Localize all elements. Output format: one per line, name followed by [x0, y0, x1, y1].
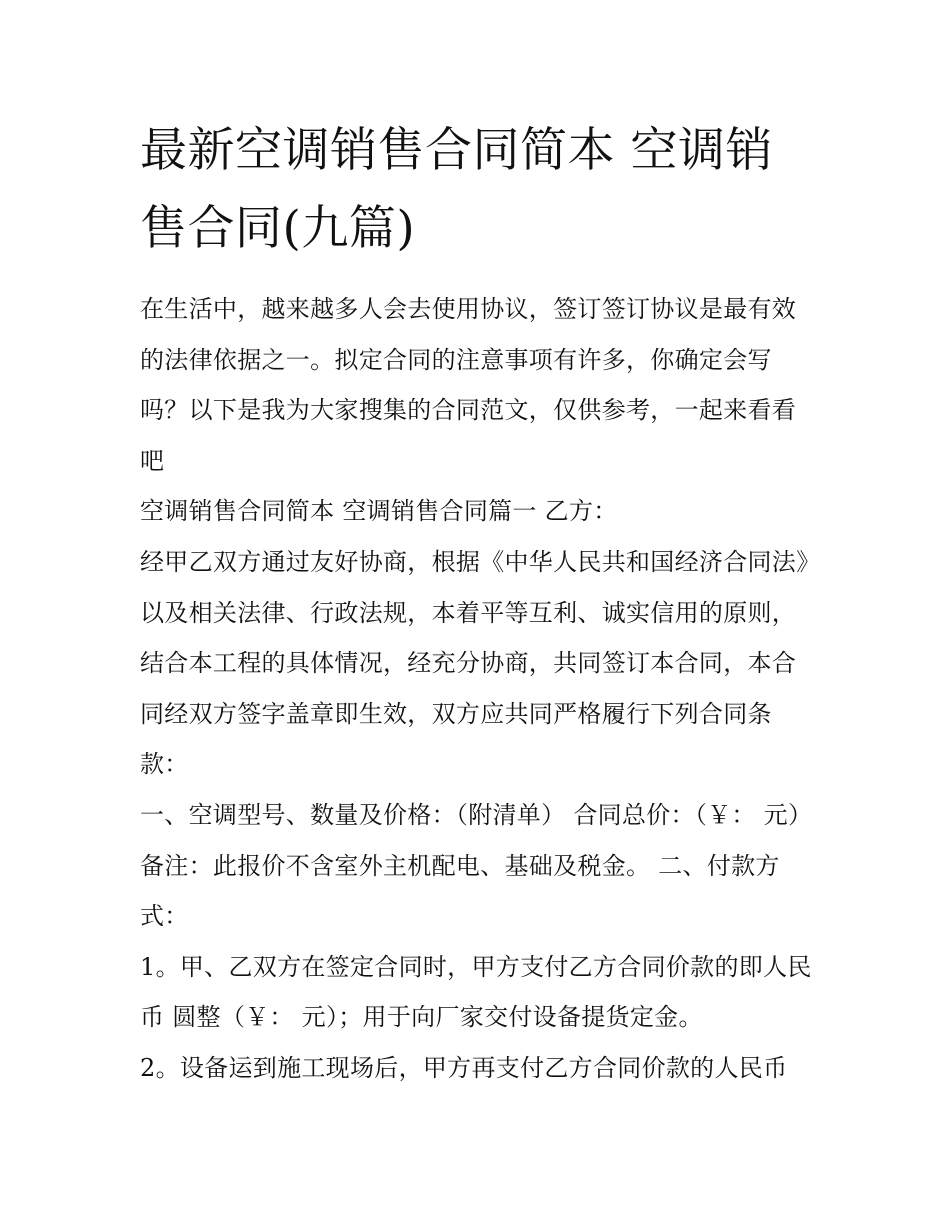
document-page: [140, 112, 820, 1094]
document-title: 最新空调销售合同简本 空调销售合同(九篇): [140, 123, 773, 256]
intro-paragraph: 在生活中，越来越多人会去使用协议，签订签订协议是最有效的法律依据之一。拟定合同的注意事项有许多，你确定会写吗？以下是我为大家搜集的合同范文，仅供参考，一起来看看吧: [140, 295, 797, 475]
clause-payment-1: 1。甲、乙双方在签定合同时，甲方支付乙方合同价款的即人民币 圆整（￥： 元）；用于向厂家交付设备提货定金。: [140, 952, 812, 1032]
section-heading: 空调销售合同简本 空调销售合同篇一 乙方：: [140, 497, 618, 526]
clause-model-quantity-price: 一、空调型号、数量及价格：（附清单） 合同总价：（￥： 元） 备注：此报价不含室外主机配电、基础及税金。 二、付款方式：: [140, 800, 813, 931]
contract-preamble: 经甲乙双方通过友好协商，根据《中华人民共和国经济合同法》以及相关法律、行政法规，本着平等互利、诚实信用的原则，结合本工程的具体情况，经充分协商，共同签订本合同，本合同经双方签字盖章即生效，双方应共同严格履行下列合同条款：: [140, 547, 809, 779]
clause-payment-2: 2。设备运到施工现场后，甲方再支付乙方合同价款的人民币: [140, 1053, 788, 1082]
